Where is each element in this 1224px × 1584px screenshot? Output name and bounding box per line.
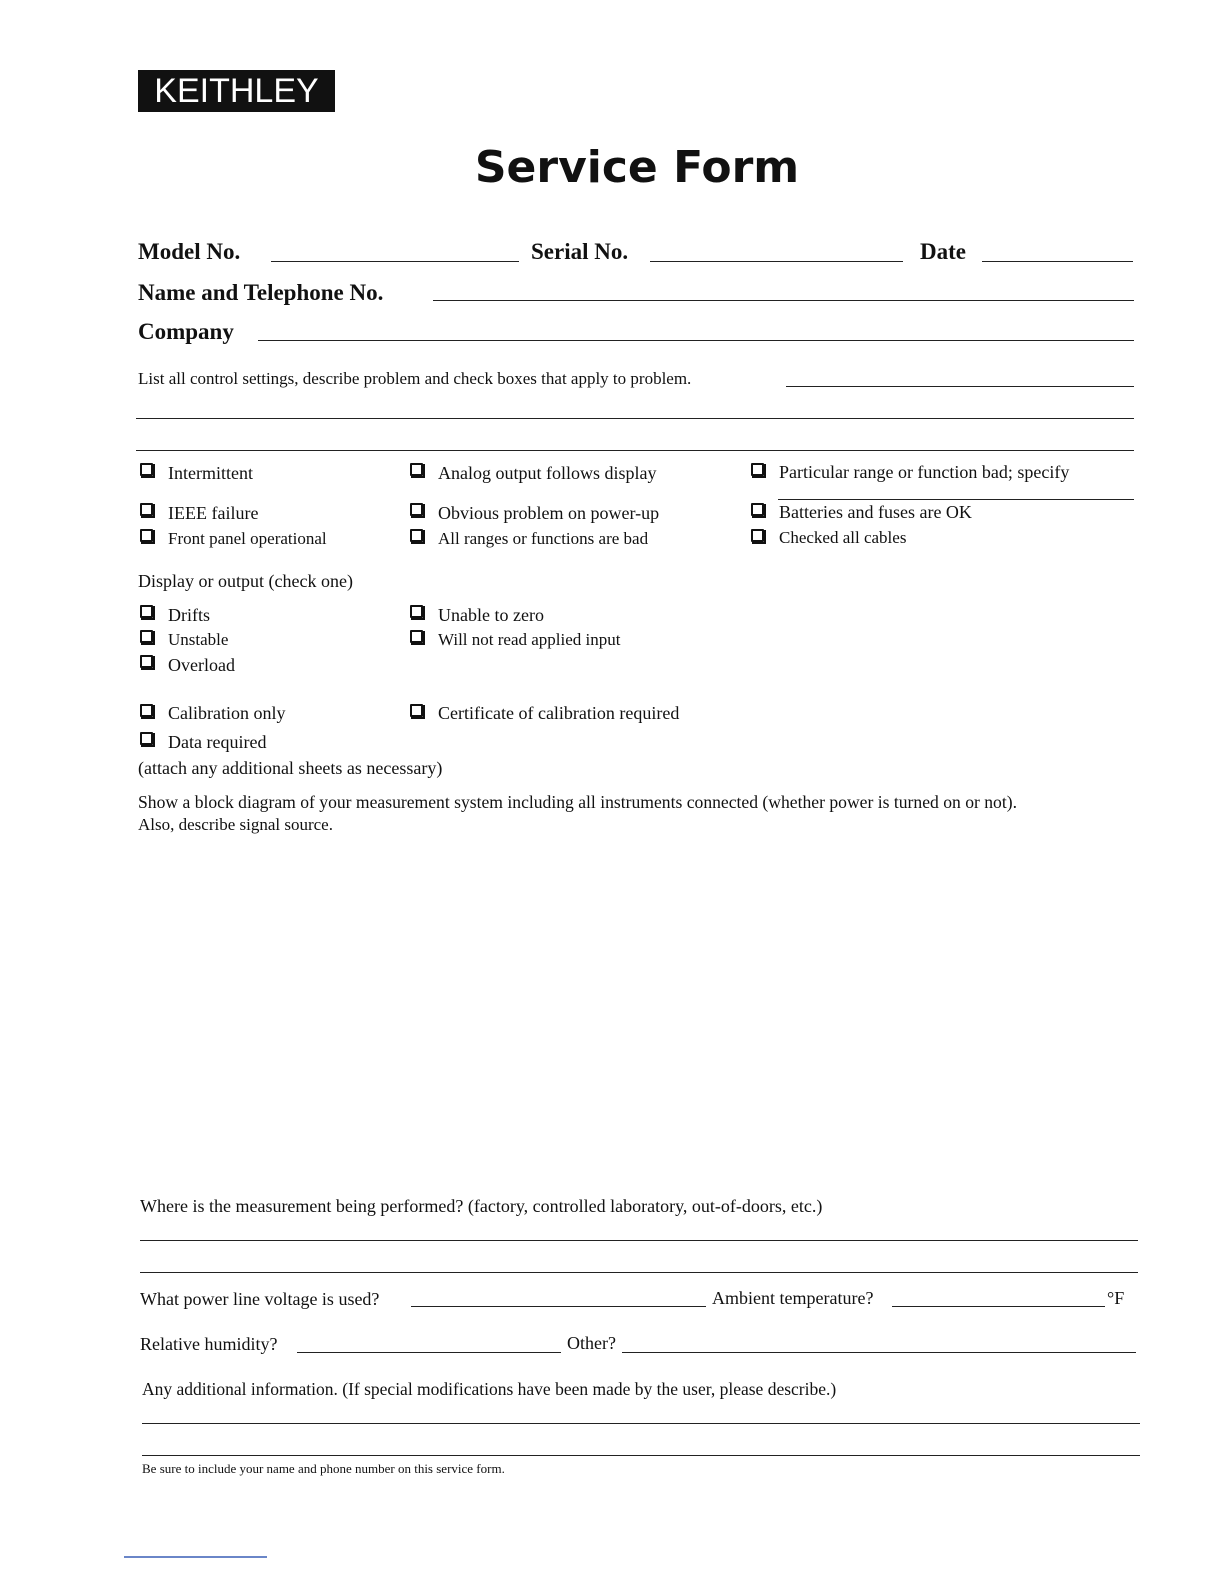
problem-description-line-2[interactable] [136, 418, 1134, 419]
obvious-problem-label: Obvious problem on power-up [438, 503, 660, 523]
problem-description-line-1[interactable] [786, 386, 1134, 387]
analog-output-label: Analog output follows display [438, 463, 657, 483]
name-telephone-field[interactable] [433, 300, 1134, 301]
model-no-label: Model No. [138, 239, 241, 264]
unable-zero-checkbox[interactable] [410, 605, 423, 618]
additional-info-question: Any additional information. (If special modifications have been made by the user, please describe.) [142, 1379, 837, 1399]
obvious-problem-checkbox[interactable] [410, 503, 423, 516]
company-field[interactable] [258, 340, 1134, 341]
calibration-only-label: Calibration only [168, 703, 286, 723]
ambient-temperature-question: Ambient temperature? [712, 1288, 874, 1308]
keithley-logo: KEITHLEY [138, 70, 335, 112]
certificate-checkbox[interactable] [410, 704, 423, 717]
company-label: Company [138, 319, 234, 344]
where-answer-line-2[interactable] [140, 1272, 1138, 1273]
serial-no-label: Serial No. [531, 239, 629, 264]
problem-description-line-3[interactable] [136, 450, 1134, 451]
power-voltage-question: What power line voltage is used? [140, 1289, 380, 1309]
certificate-label: Certificate of calibration required [438, 703, 680, 723]
overload-checkbox[interactable] [140, 655, 153, 668]
attach-sheets-note: (attach any additional sheets as necessary) [138, 758, 443, 778]
will-not-read-checkbox[interactable] [410, 630, 423, 643]
where-measurement-question: Where is the measurement being performed? (factory, controlled laboratory, out-of-doors, etc.) [140, 1196, 823, 1216]
all-ranges-label: All ranges or functions are bad [438, 529, 649, 548]
front-panel-checkbox[interactable] [140, 529, 153, 542]
additional-info-line-2[interactable] [142, 1455, 1140, 1456]
overload-label: Overload [168, 655, 235, 675]
date-field[interactable] [982, 261, 1133, 262]
unable-zero-label: Unable to zero [438, 605, 544, 625]
front-panel-label: Front panel operational [168, 529, 327, 548]
ieee-failure-label: IEEE failure [168, 503, 259, 523]
relative-humidity-field[interactable] [297, 1352, 561, 1353]
scan-edge-mark [124, 1556, 267, 1558]
ieee-failure-checkbox[interactable] [140, 503, 153, 516]
particular-range-label: Particular range or function bad; specify [779, 462, 1070, 482]
intermittent-checkbox[interactable] [140, 463, 153, 476]
data-required-label: Data required [168, 732, 267, 752]
drifts-checkbox[interactable] [140, 605, 153, 618]
block-diagram-instruction-2: Also, describe signal source. [138, 815, 333, 834]
power-voltage-field[interactable] [411, 1306, 706, 1307]
drifts-label: Drifts [168, 605, 210, 625]
specify-field[interactable] [778, 499, 1134, 500]
checked-cables-checkbox[interactable] [751, 529, 764, 542]
block-diagram-area[interactable] [138, 845, 1134, 1185]
where-answer-line-1[interactable] [140, 1240, 1138, 1241]
model-no-field[interactable] [271, 261, 519, 262]
intermittent-label: Intermittent [168, 463, 253, 483]
block-diagram-instruction-1: Show a block diagram of your measurement system including all instruments connected (whether power is turned on or not). [138, 792, 1017, 812]
unstable-checkbox[interactable] [140, 630, 153, 643]
checked-cables-label: Checked all cables [779, 528, 907, 547]
instructions-text: List all control settings, describe problem and check boxes that apply to problem. [138, 369, 692, 388]
other-label: Other? [567, 1333, 616, 1353]
particular-range-checkbox[interactable] [751, 463, 764, 476]
all-ranges-checkbox[interactable] [410, 529, 423, 542]
display-output-heading: Display or output (check one) [138, 571, 353, 591]
footer-note: Be sure to include your name and phone number on this service form. [142, 1461, 505, 1476]
name-telephone-label: Name and Telephone No. [138, 280, 384, 305]
fahrenheit-unit: °F [1107, 1288, 1125, 1308]
data-required-checkbox[interactable] [140, 732, 153, 745]
calibration-only-checkbox[interactable] [140, 704, 153, 717]
date-label: Date [920, 239, 966, 264]
serial-no-field[interactable] [650, 261, 903, 262]
relative-humidity-question: Relative humidity? [140, 1334, 278, 1354]
page-title: Service Form [474, 142, 800, 193]
analog-output-checkbox[interactable] [410, 463, 423, 476]
unstable-label: Unstable [168, 630, 229, 649]
ambient-temperature-field[interactable] [892, 1306, 1105, 1307]
additional-info-line-1[interactable] [142, 1423, 1140, 1424]
batteries-checkbox[interactable] [751, 503, 764, 516]
will-not-read-label: Will not read applied input [438, 630, 621, 649]
batteries-label: Batteries and fuses are OK [779, 502, 972, 522]
other-field[interactable] [622, 1352, 1136, 1353]
